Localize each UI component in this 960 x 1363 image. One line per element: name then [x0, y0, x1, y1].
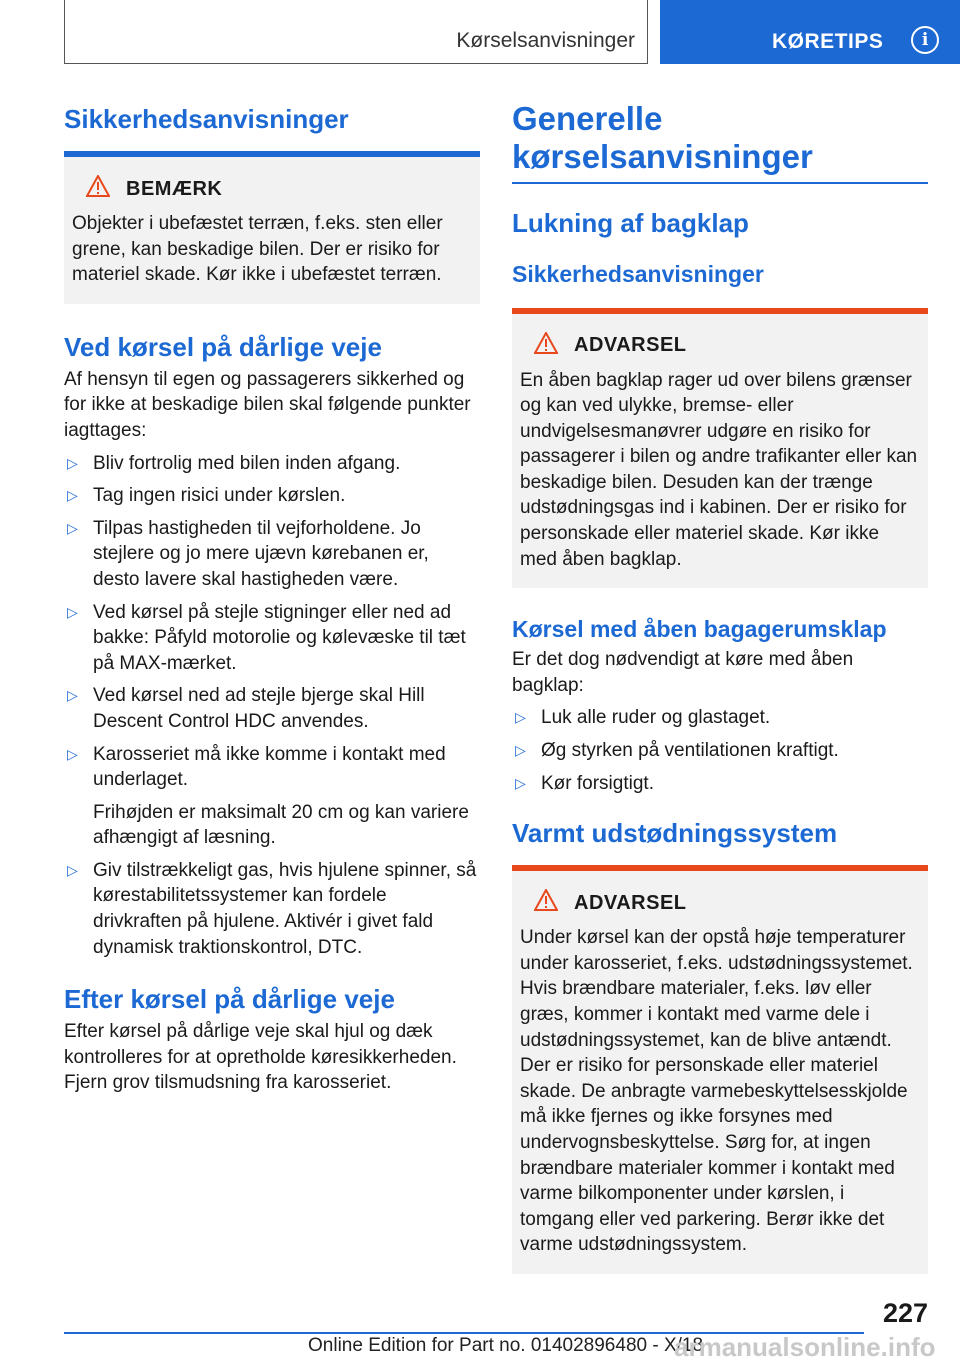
- warning-box-exhaust: [512, 871, 928, 1274]
- note-title: [86, 175, 472, 203]
- triangle-bullet-icon: ▷: [67, 745, 78, 762]
- chapter-title: KØRETIPS: [772, 30, 884, 53]
- bad-roads-list: [64, 451, 480, 793]
- exhaust-heading: Varmt udstødningssystem: [512, 818, 838, 849]
- safety-heading: Sikkerhedsanvisninger: [64, 104, 349, 134]
- chapter-tab[interactable]: [660, 0, 960, 64]
- note-box: [64, 157, 480, 304]
- section-header: [64, 0, 648, 64]
- warning-box-tailgate: [512, 314, 928, 589]
- triangle-bullet-icon: ▷: [515, 742, 526, 759]
- list-item: ▷ Ved kørsel på stejle stigninger eller ned ad bakke: Påfyld motorolie og kølevæske til tæt på MAX-mærket.: [67, 601, 466, 674]
- open-trunk-intro: Er det dog nødvendigt at køre med åben bagklap:: [512, 649, 854, 696]
- list-item: ▷ Karosseriet må ikke komme i kontakt med underlaget.: [67, 743, 446, 791]
- triangle-bullet-icon: ▷: [67, 861, 78, 878]
- triangle-bullet-icon: ▷: [67, 487, 78, 504]
- list-item: ▷ Kør forsigtigt.: [512, 771, 928, 797]
- warning-triangle-icon: [534, 889, 558, 917]
- warning-label: ADVARSEL: [574, 334, 687, 356]
- open-trunk-list: [512, 705, 928, 796]
- watermark: armanualsonline.info: [674, 1332, 936, 1362]
- right-column: [512, 100, 928, 1274]
- tailgate-safety-heading: Sikkerhedsanvisninger: [512, 260, 764, 287]
- warning-label: ADVARSEL: [574, 891, 687, 914]
- warning-title: [534, 889, 920, 917]
- list-item: ▷ Øg styrken på ventilationen kraftigt.: [512, 738, 928, 764]
- info-icon[interactable]: i: [911, 26, 939, 54]
- bad-roads-heading: Ved kørsel på dårlige veje: [64, 331, 382, 362]
- general-heading: Generelle kørselsanvisninger: [512, 100, 813, 175]
- after-text: Efter kørsel på dårlige veje skal hjul og dæk kontrolleres for at opretholde køresikkerheden. Fjern grov tilsmudsning fra karosseriet.: [64, 1021, 457, 1094]
- edition-text: Online Edition for Part no. 01402896480 - X/18: [308, 1335, 704, 1356]
- left-column: [64, 100, 480, 1096]
- triangle-bullet-icon: ▷: [67, 519, 78, 536]
- triangle-bullet-icon: ▷: [67, 454, 78, 471]
- triangle-bullet-icon: ▷: [67, 687, 78, 704]
- ground-clearance-text: Frihøjden er maksimalt 20 cm og kan variere afhængigt af læsning.: [93, 801, 469, 849]
- warning-triangle-icon: [86, 175, 110, 203]
- bad-roads-intro: Af hensyn til egen og passagerers sikkerhed og for ikke at beskadige bilen skal følgende punkter iagttages:: [64, 368, 471, 441]
- open-trunk-heading: Kørsel med åben bagagerumsklap: [512, 616, 887, 643]
- after-heading: Efter kørsel på dårlige veje: [64, 984, 395, 1015]
- tailgate-heading: Lukning af bagklap: [512, 207, 749, 238]
- note-text: Objekter i ubefæstet terræn, f.eks. sten eller grene, kan beskadige bilen. Der er risiko for materiel skade. Kør ikke i ubefæstet terræn.: [72, 213, 443, 286]
- list-item: ▷ Tag ingen risici under kørslen.: [64, 483, 480, 509]
- page-number: 227: [882, 1298, 928, 1328]
- note-label: BEMÆRK: [126, 177, 223, 200]
- triangle-bullet-icon: ▷: [515, 709, 526, 726]
- traction-list: [64, 858, 480, 960]
- warning-triangle-icon: [534, 332, 558, 360]
- triangle-bullet-icon: ▷: [515, 774, 526, 791]
- thin-rule: [512, 182, 928, 184]
- list-item: ▷ Ved kørsel ned ad stejle bjerge skal Hill Descent Control HDC anvendes.: [67, 685, 425, 732]
- section-title: Kørselsanvisninger: [456, 29, 635, 52]
- list-item: ▷ Tilpas hastigheden til vejforholdene. Jo stejlere og jo mere ujævn kørebanen er, desto lavere skal hastigheden være.: [67, 517, 429, 590]
- warning-text: En åben bagklap rager ud over bilens grænser og kan ved ulykke, bremse- eller undvigelsesmanøvrer udgøre en risiko for passagerer i bilen og andre trafikanter eller kan beskadige bilen. Desuden kan der trænge udstødningsgas ind i kabinen. Der er risiko for personskade eller materiel skade. Kør ikke med åben bagklap.: [520, 369, 918, 570]
- list-item: ▷ Giv tilstrækkeligt gas, hvis hjulene spinner, så kørestabilitetssystemer kan fordele drivkraften på hjulene. Aktivér i givet fald dynamisk traktionskontrol, DTC.: [67, 859, 477, 958]
- warning-text: Under kørsel kan der opstå høje temperaturer under karosseriet, f.eks. udstødningssystemet. Hvis brændbare materialer, f.eks. løv eller græs, kommer i kontakt med varme dele i udstødningssystemet, kan de blive antændt. Der er risiko for personskade eller materiel skade. De anbragte varmebeskyttelsesskjolde må ikke fjernes og ikke forsynes med undervognsbeskyttelse. Sørg for, at ingen brændbare materialer kommer i kontakt med varme bilkomponenter under kørslen, i tomgang eller ved parkering. Berør ikke det varme udstødningssystem.: [520, 927, 913, 1256]
- triangle-bullet-icon: ▷: [67, 603, 78, 620]
- list-item: ▷ Bliv fortrolig med bilen inden afgang.: [64, 451, 480, 477]
- warning-title: [534, 332, 920, 360]
- list-item: ▷ Luk alle ruder og glastaget.: [512, 705, 928, 731]
